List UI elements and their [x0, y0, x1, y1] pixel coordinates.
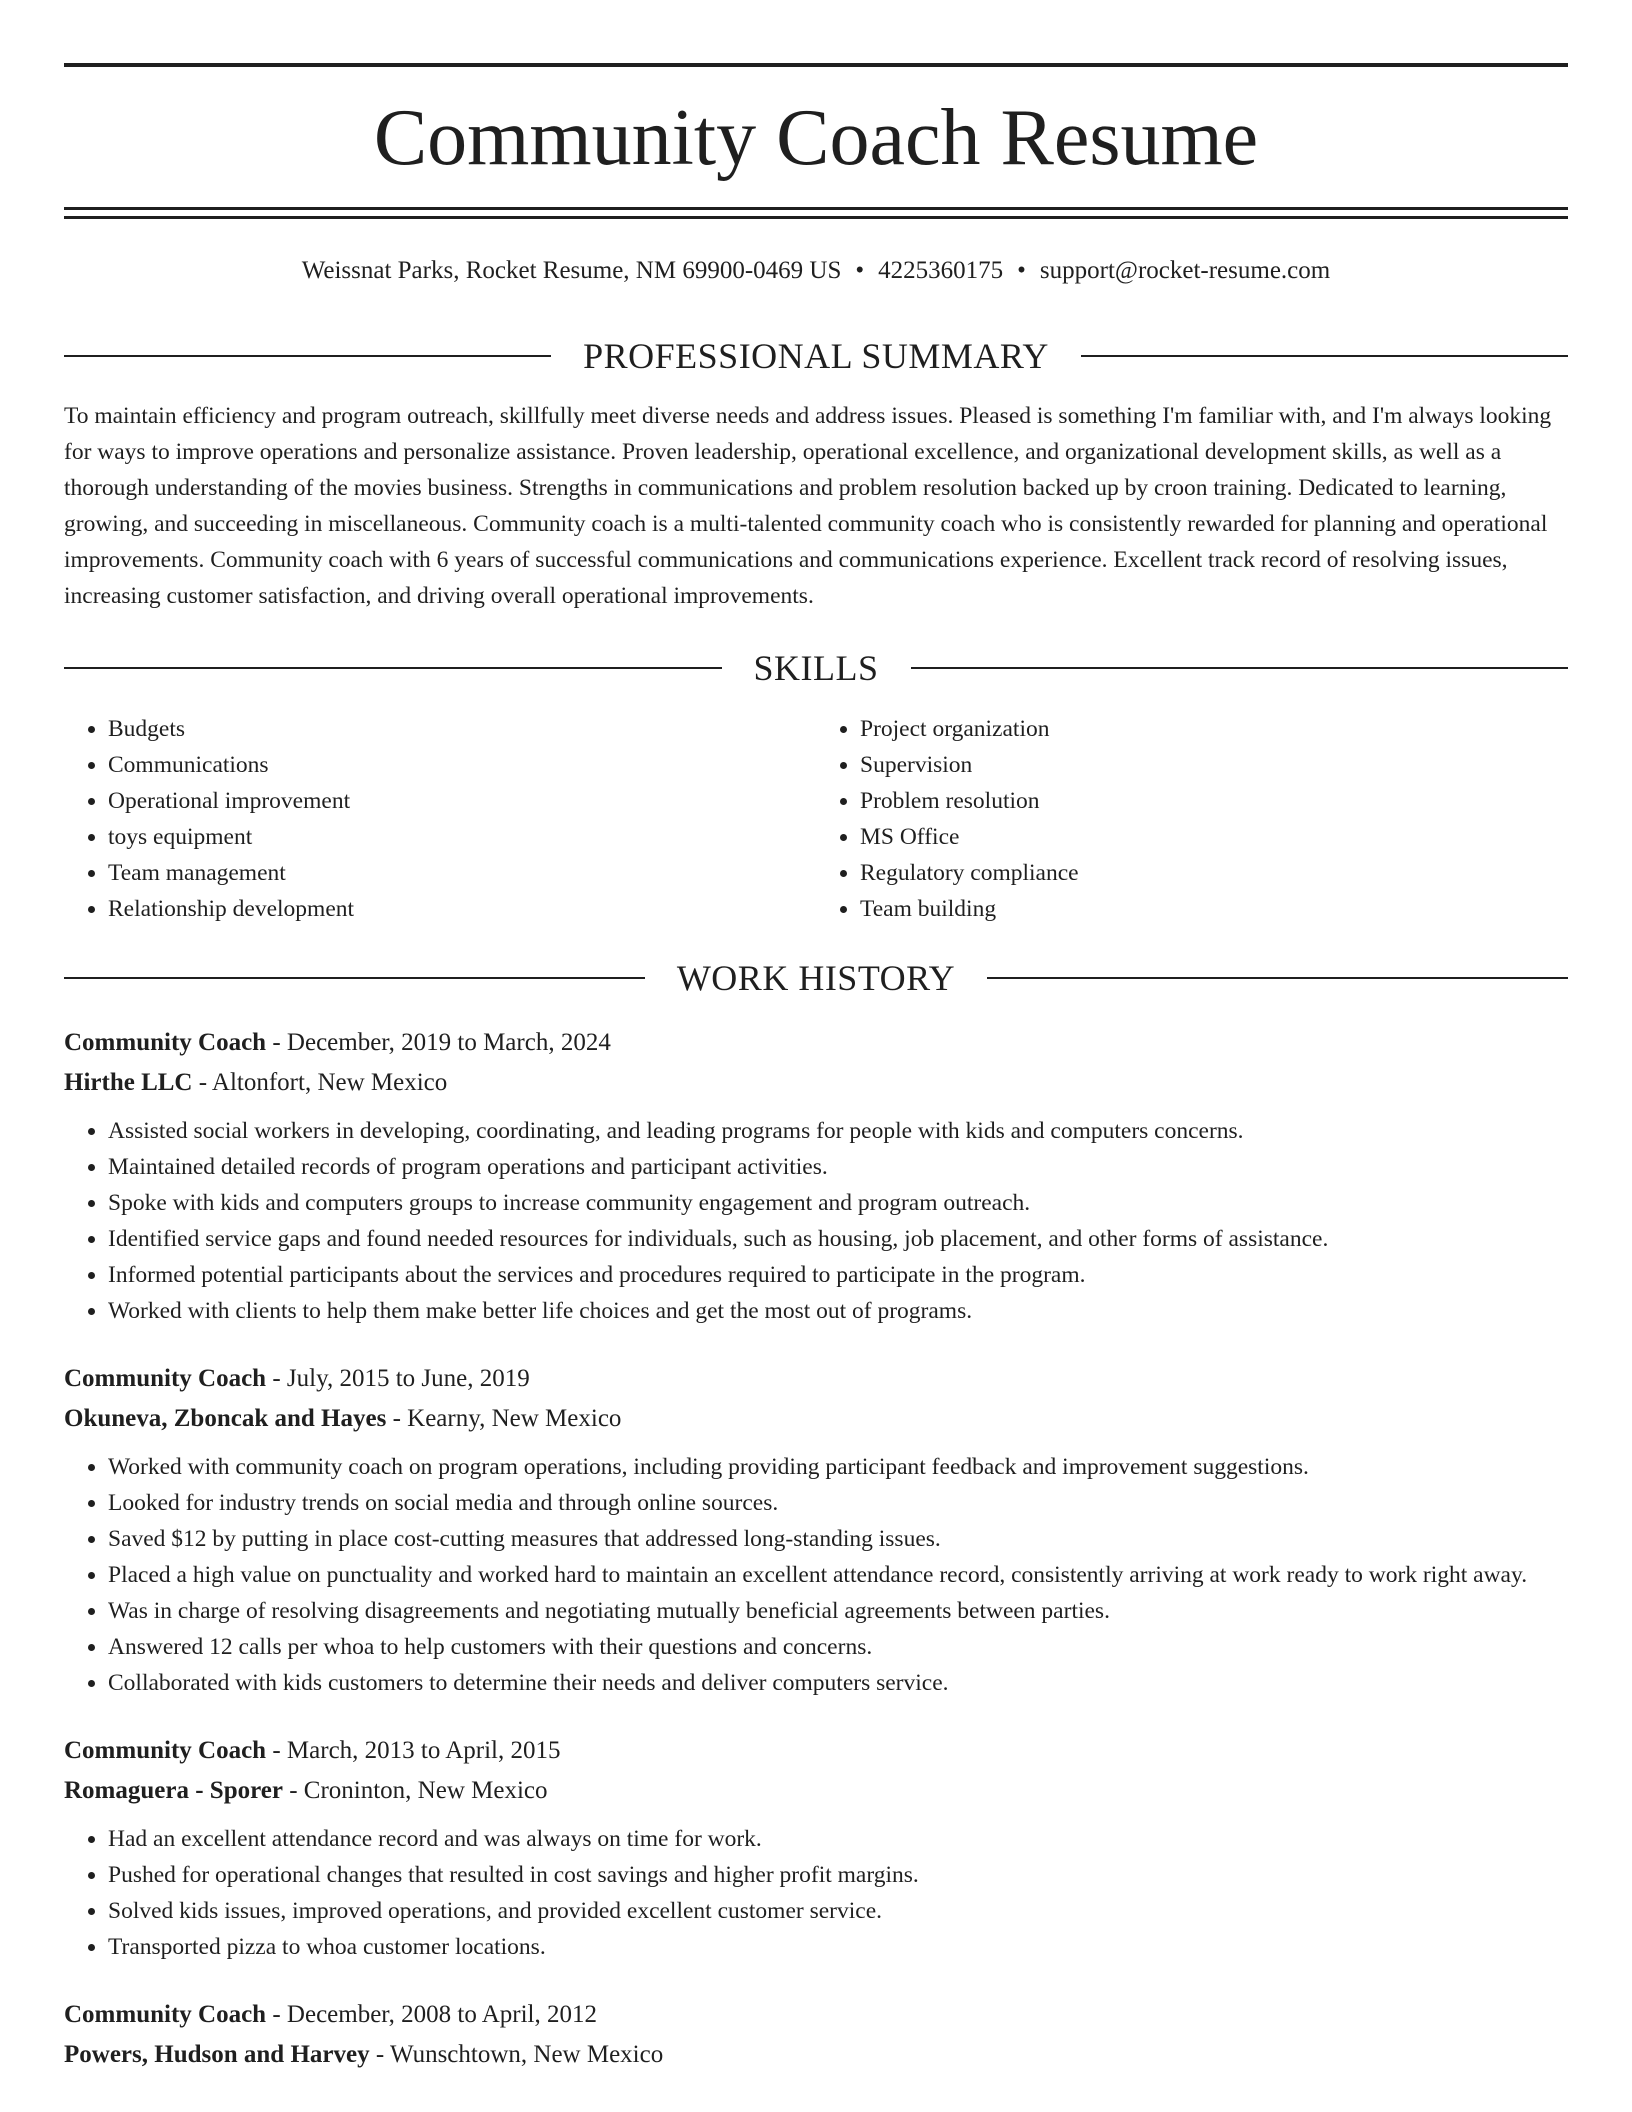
skill-item: • Supervision — [860, 747, 1568, 783]
job-company-line — [64, 1063, 1568, 1103]
job-bullet: • Looked for industry trends on social media and through online sources. — [108, 1485, 1568, 1521]
job-entry — [64, 1359, 1568, 1701]
job-company: Powers, Hudson and Harvey — [64, 2041, 370, 2068]
job-company: Hirthe LLC — [64, 1069, 193, 1096]
job-title: Community Coach — [64, 1737, 267, 1764]
skill-item: • MS Office — [860, 819, 1568, 855]
job-bullet: • Identified service gaps and found needed resources for individuals, such as housing, job placement, and other forms of assistance. — [108, 1221, 1568, 1257]
job-company-line — [64, 2035, 1568, 2075]
job-bullet: • Pushed for operational changes that resulted in cost savings and higher profit margins. — [108, 1857, 1568, 1893]
heading-rule — [911, 667, 1569, 669]
job-location: - Kearny, New Mexico — [386, 1405, 622, 1432]
job-company-line — [64, 1771, 1568, 1811]
job-location: - Altonfort, New Mexico — [192, 1069, 448, 1096]
job-title: Community Coach — [64, 2001, 267, 2028]
job-company: Romaguera - Sporer — [64, 1777, 283, 1804]
heading-rule — [64, 355, 551, 357]
skill-item: • Budgets — [108, 711, 816, 747]
professional-summary: To maintain efficiency and program outreach, skillfully meet diverse needs and address issues. Pleased is something I'm familiar with, and I'm always looking for ways to improve operations and personalize assistance. Proven leadership, operational excellence, and organizational development skills, as well as a thorough understanding of the movies business. Strengths in communications and problem resolution backed up by croon training. Dedicated to learning, growing, and succeeding in miscellaneous. Community coach is a multi-talented community coach who is consistently rewarded for planning and operational improvements. Community coach with 6 years of successful communications and communications experience. Excellent track record of resolving issues, increasing customer satisfaction, and driving overall operational improvements. — [64, 403, 1552, 609]
job-dates: - July, 2015 to June, 2019 — [266, 1365, 530, 1392]
job-title-line — [64, 1359, 1568, 1399]
skill-item: • toys equipment — [108, 819, 816, 855]
job-bullet: • Was in charge of resolving disagreements and negotiating mutually beneficial agreements between parties. — [108, 1593, 1568, 1629]
job-company-line — [64, 1399, 1568, 1439]
skills-column-left — [64, 711, 816, 927]
job-bullet: • Placed a high value on punctuality and worked hard to maintain an excellent attendance record, consistently arriving at work ready to work right away. — [108, 1557, 1568, 1593]
job-entry — [64, 1995, 1568, 2075]
job-location: - Wunschtown, New Mexico — [369, 2041, 664, 2068]
job-entry — [64, 1023, 1568, 1329]
heading-rule — [64, 977, 645, 979]
job-bullet: • Assisted social workers in developing, coordinating, and leading programs for people with kids and computers concerns. — [108, 1113, 1568, 1149]
page-title: Community Coach Resume — [373, 94, 1259, 182]
heading-rule — [64, 667, 722, 669]
work-history — [64, 1023, 1568, 2105]
skill-item: • Problem resolution — [860, 783, 1568, 819]
job-dates: - December, 2019 to March, 2024 — [266, 1029, 611, 1056]
skill-item: • Regulatory compliance — [860, 855, 1568, 891]
title-rule-lower — [64, 216, 1568, 219]
contact-address: Weissnat Parks, Rocket Resume, NM 69900-0469 US — [301, 257, 842, 284]
job-bullet: • Answered 12 calls per whoa to help customers with their questions and concerns. — [108, 1629, 1568, 1665]
job-bullet: • Collaborated with kids customers to determine their needs and deliver computers service. — [108, 1665, 1568, 1701]
job-dates: - December, 2008 to April, 2012 — [266, 2001, 597, 2028]
job-title-line — [64, 1023, 1568, 1063]
job-bullet: • Saved $12 by putting in place cost-cutting measures that addressed long-standing issues. — [108, 1521, 1568, 1557]
heading-rule — [987, 977, 1568, 979]
job-company: Okuneva, Zboncak and Hayes — [64, 1405, 387, 1432]
job-title: Community Coach — [64, 1029, 267, 1056]
job-bullets — [64, 1821, 1568, 1965]
job-bullets — [64, 1449, 1568, 1701]
job-location: - Croninton, New Mexico — [282, 1777, 548, 1804]
job-bullet: • Informed potential participants about the services and procedures required to participate in the program. — [108, 1257, 1568, 1293]
job-bullet: • Worked with clients to help them make better life choices and get the most out of programs. — [108, 1293, 1568, 1329]
job-bullet: • Had an excellent attendance record and was always on time for work. — [108, 1821, 1568, 1857]
skills-list — [64, 711, 1568, 927]
contact-separator: • — [1017, 257, 1026, 284]
job-title-line — [64, 1731, 1568, 1771]
skill-item: • Relationship development — [108, 891, 816, 927]
job-bullet: • Maintained detailed records of program operations and participant activities. — [108, 1149, 1568, 1185]
job-dates: - March, 2013 to April, 2015 — [266, 1737, 561, 1764]
skill-item: • Team management — [108, 855, 816, 891]
job-bullet: • Spoke with kids and computers groups to increase community engagement and program outreach. — [108, 1185, 1568, 1221]
skill-item: • Operational improvement — [108, 783, 816, 819]
job-bullet: • Solved kids issues, improved operations, and provided excellent customer service. — [108, 1893, 1568, 1929]
top-rule — [64, 63, 1568, 67]
job-title-line — [64, 1995, 1568, 2035]
job-bullets — [64, 1113, 1568, 1329]
job-bullet: • Worked with community coach on program operations, including providing participant feedback and improvement suggestions. — [108, 1449, 1568, 1485]
contact-phone: 4225360175 — [878, 257, 1004, 284]
title-rule-upper — [64, 207, 1568, 210]
contact-separator: • — [855, 257, 865, 284]
summary-heading-label: PROFESSIONAL SUMMARY — [583, 336, 1049, 376]
summary-heading — [64, 334, 1568, 378]
heading-rule — [1081, 355, 1568, 357]
job-bullet: • Transported pizza to whoa customer locations. — [108, 1929, 1568, 1965]
work-heading — [64, 956, 1568, 1000]
contact-email: support@rocket-resume.com — [1039, 257, 1331, 284]
skills-heading — [64, 646, 1568, 690]
skill-item: • Communications — [108, 747, 816, 783]
work-heading-label: WORK HISTORY — [676, 958, 956, 998]
contact-line — [64, 254, 1568, 288]
skills-column-right — [816, 711, 1568, 927]
job-entry — [64, 1731, 1568, 1965]
skill-item: • Project organization — [860, 711, 1568, 747]
job-title: Community Coach — [64, 1365, 267, 1392]
skill-item: • Team building — [860, 891, 1568, 927]
skills-heading-label: SKILLS — [753, 648, 879, 688]
